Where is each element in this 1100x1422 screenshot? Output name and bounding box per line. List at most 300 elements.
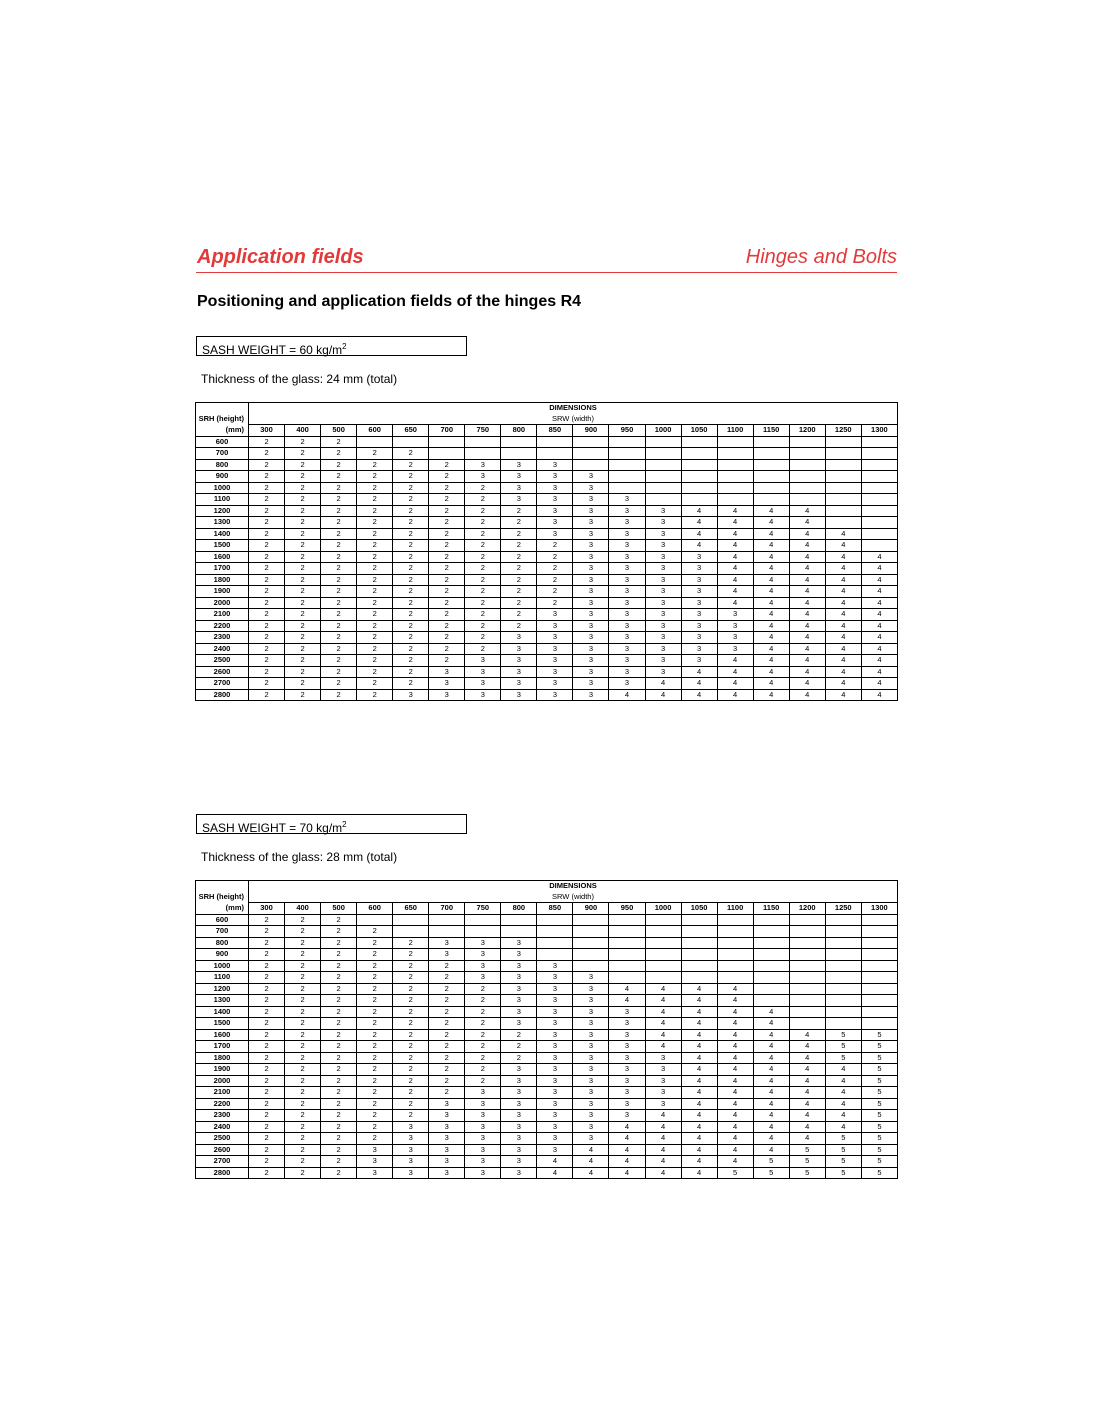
hinge-count-cell: 2 xyxy=(249,632,285,644)
hinge-count-cell xyxy=(681,482,717,494)
width-column-header: 800 xyxy=(501,903,537,915)
height-row-header: 2400 xyxy=(196,643,249,655)
hinge-count-cell: 4 xyxy=(609,1144,645,1156)
hinge-count-cell xyxy=(357,914,393,926)
hinge-count-cell: 3 xyxy=(609,632,645,644)
hinge-count-cell: 2 xyxy=(357,459,393,471)
hinge-count-cell: 4 xyxy=(789,655,825,667)
hinge-count-cell: 3 xyxy=(609,678,645,690)
hinge-count-cell xyxy=(393,436,429,448)
hinge-count-cell xyxy=(825,983,861,995)
height-row-header: 2600 xyxy=(196,1144,249,1156)
hinge-count-cell: 2 xyxy=(249,563,285,575)
hinge-count-cell: 2 xyxy=(249,1098,285,1110)
hinge-count-cell: 4 xyxy=(825,1064,861,1076)
hinge-count-cell: 4 xyxy=(789,689,825,701)
hinge-count-cell: 3 xyxy=(681,574,717,586)
hinge-count-cell: 2 xyxy=(465,563,501,575)
hinge-count-cell xyxy=(753,448,789,460)
hinge-count-cell: 4 xyxy=(717,1029,753,1041)
hinge-count-cell: 3 xyxy=(717,620,753,632)
hinge-count-cell: 2 xyxy=(321,459,357,471)
table-row xyxy=(196,972,898,984)
hinge-count-cell: 2 xyxy=(249,551,285,563)
hinge-count-cell xyxy=(681,972,717,984)
hinge-count-cell: 4 xyxy=(861,597,897,609)
hinge-count-cell xyxy=(645,949,681,961)
hinge-count-cell: 2 xyxy=(465,995,501,1007)
table-row xyxy=(196,1110,898,1122)
hinge-count-cell: 2 xyxy=(285,1041,321,1053)
hinge-count-cell: 4 xyxy=(717,678,753,690)
hinge-count-cell xyxy=(861,471,897,483)
table-row xyxy=(196,1018,898,1030)
hinge-count-cell: 2 xyxy=(357,983,393,995)
width-column-header: 1000 xyxy=(645,903,681,915)
height-row-header: 600 xyxy=(196,914,249,926)
height-row-header: 2800 xyxy=(196,1167,249,1179)
hinge-count-cell: 2 xyxy=(501,609,537,621)
hinge-count-cell: 2 xyxy=(357,1133,393,1145)
hinge-count-cell: 4 xyxy=(753,586,789,598)
hinge-count-cell: 2 xyxy=(249,528,285,540)
hinge-count-cell: 3 xyxy=(573,666,609,678)
hinge-count-cell: 2 xyxy=(465,574,501,586)
hinge-count-cell: 2 xyxy=(357,995,393,1007)
hinge-count-cell xyxy=(573,436,609,448)
hinge-count-cell: 3 xyxy=(609,643,645,655)
hinge-count-cell: 3 xyxy=(645,540,681,552)
hinge-count-cell: 4 xyxy=(789,574,825,586)
sash-weight-exponent: 2 xyxy=(342,342,347,351)
hinge-count-cell: 2 xyxy=(357,1075,393,1087)
hinge-count-cell: 2 xyxy=(393,1029,429,1041)
hinge-count-cell: 2 xyxy=(357,551,393,563)
hinge-count-cell: 2 xyxy=(501,528,537,540)
height-row-header: 900 xyxy=(196,471,249,483)
hinge-count-cell: 4 xyxy=(753,1144,789,1156)
table-row xyxy=(196,586,898,598)
hinge-count-cell: 3 xyxy=(537,471,573,483)
hinge-count-cell: 4 xyxy=(753,632,789,644)
hinge-count-cell: 2 xyxy=(321,678,357,690)
hinge-count-cell: 3 xyxy=(537,643,573,655)
hinge-count-cell: 5 xyxy=(861,1156,897,1168)
hinge-count-cell: 2 xyxy=(501,563,537,575)
hinge-count-cell: 3 xyxy=(429,937,465,949)
hinge-count-cell xyxy=(753,960,789,972)
hinge-count-cell: 2 xyxy=(393,551,429,563)
hinge-count-cell: 4 xyxy=(753,1075,789,1087)
hinge-count-cell: 3 xyxy=(645,574,681,586)
hinge-count-cell xyxy=(753,983,789,995)
hinge-count-cell xyxy=(789,926,825,938)
hinge-count-cell: 2 xyxy=(357,1041,393,1053)
hinge-count-cell: 2 xyxy=(249,540,285,552)
sash-weight-exponent: 2 xyxy=(342,820,347,829)
hinge-count-cell: 3 xyxy=(573,1064,609,1076)
hinge-count-cell: 2 xyxy=(285,482,321,494)
hinge-count-cell: 4 xyxy=(789,586,825,598)
hinge-count-cell: 3 xyxy=(645,1064,681,1076)
table-row xyxy=(196,1144,898,1156)
hinge-count-cell: 2 xyxy=(285,1167,321,1179)
hinge-count-cell: 3 xyxy=(609,1075,645,1087)
hinge-count-cell: 4 xyxy=(825,574,861,586)
hinge-count-cell xyxy=(501,436,537,448)
hinge-count-cell: 5 xyxy=(861,1167,897,1179)
hinge-count-cell: 3 xyxy=(573,1052,609,1064)
hinge-count-cell xyxy=(609,459,645,471)
hinge-count-cell: 2 xyxy=(321,1006,357,1018)
hinge-count-cell: 3 xyxy=(573,1041,609,1053)
hinge-count-cell: 2 xyxy=(285,459,321,471)
hinge-count-cell: 2 xyxy=(393,517,429,529)
hinge-count-cell xyxy=(681,436,717,448)
hinge-count-cell: 3 xyxy=(501,643,537,655)
hinge-count-cell: 2 xyxy=(501,551,537,563)
height-row-header: 1800 xyxy=(196,574,249,586)
hinge-count-cell: 2 xyxy=(465,586,501,598)
hinge-count-cell: 3 xyxy=(465,972,501,984)
height-row-header: 1200 xyxy=(196,505,249,517)
sash-weight-label xyxy=(196,814,467,834)
hinge-count-cell: 3 xyxy=(429,1144,465,1156)
hinge-count-cell: 4 xyxy=(717,574,753,586)
hinge-count-cell: 3 xyxy=(609,540,645,552)
hinge-count-cell: 2 xyxy=(249,949,285,961)
hinge-count-cell xyxy=(825,505,861,517)
width-column-header: 500 xyxy=(321,903,357,915)
hinge-count-cell xyxy=(501,926,537,938)
hinge-count-cell: 4 xyxy=(789,505,825,517)
hinge-count-cell: 2 xyxy=(393,678,429,690)
hinge-count-cell: 3 xyxy=(573,1098,609,1110)
hinge-count-cell: 2 xyxy=(393,1018,429,1030)
table-row xyxy=(196,937,898,949)
hinge-count-cell xyxy=(645,926,681,938)
hinge-count-cell: 2 xyxy=(465,632,501,644)
hinge-count-cell xyxy=(645,448,681,460)
width-column-header: 650 xyxy=(393,425,429,437)
table-row xyxy=(196,551,898,563)
height-row-header: 1500 xyxy=(196,1018,249,1030)
hinge-count-cell: 2 xyxy=(321,1156,357,1168)
hinge-count-cell xyxy=(825,914,861,926)
hinge-count-cell: 2 xyxy=(249,448,285,460)
hinge-count-cell: 5 xyxy=(861,1029,897,1041)
hinge-count-cell: 2 xyxy=(393,1006,429,1018)
hinge-count-cell: 3 xyxy=(645,655,681,667)
hinge-count-cell: 3 xyxy=(609,1018,645,1030)
hinge-count-cell: 3 xyxy=(717,643,753,655)
height-row-header: 2500 xyxy=(196,1133,249,1145)
hinge-count-cell: 4 xyxy=(717,1064,753,1076)
hinge-count-cell: 4 xyxy=(753,528,789,540)
hinge-count-cell: 5 xyxy=(861,1098,897,1110)
hinge-count-cell: 2 xyxy=(357,972,393,984)
width-column-header: 400 xyxy=(285,903,321,915)
table-row xyxy=(196,448,898,460)
dimensions-header: DIMENSIONS xyxy=(249,403,898,414)
hinge-count-cell: 2 xyxy=(321,1121,357,1133)
hinge-count-cell: 3 xyxy=(573,689,609,701)
hinge-count-cell: 3 xyxy=(645,1098,681,1110)
hinge-count-cell: 4 xyxy=(789,1121,825,1133)
hinge-count-cell xyxy=(825,482,861,494)
hinge-count-cell: 4 xyxy=(753,1110,789,1122)
hinge-count-cell: 4 xyxy=(609,1133,645,1145)
hinge-count-cell: 2 xyxy=(249,574,285,586)
hinge-count-cell: 2 xyxy=(321,436,357,448)
hinge-count-cell: 3 xyxy=(537,1121,573,1133)
hinge-count-cell xyxy=(573,960,609,972)
height-row-header: 1700 xyxy=(196,1041,249,1053)
hinge-count-cell: 2 xyxy=(465,597,501,609)
hinge-count-cell xyxy=(465,914,501,926)
hinge-count-cell: 2 xyxy=(285,1006,321,1018)
hinge-count-cell: 2 xyxy=(393,1075,429,1087)
hinge-count-cell: 2 xyxy=(285,937,321,949)
hinge-count-cell: 3 xyxy=(537,505,573,517)
width-column-header: 850 xyxy=(537,903,573,915)
hinge-count-cell: 2 xyxy=(249,1041,285,1053)
hinge-count-cell: 3 xyxy=(609,620,645,632)
hinge-count-cell: 4 xyxy=(681,1110,717,1122)
hinge-count-cell: 2 xyxy=(249,926,285,938)
hinge-count-cell: 2 xyxy=(465,505,501,517)
height-row-header: 1100 xyxy=(196,972,249,984)
hinge-count-cell: 2 xyxy=(429,995,465,1007)
width-column-header: 300 xyxy=(249,425,285,437)
hinge-count-cell: 2 xyxy=(321,1018,357,1030)
table-row xyxy=(196,983,898,995)
table-row xyxy=(196,528,898,540)
hinge-count-cell xyxy=(861,482,897,494)
hinge-count-cell: 2 xyxy=(357,1087,393,1099)
hinge-count-cell: 3 xyxy=(429,1133,465,1145)
hinge-count-cell: 2 xyxy=(393,995,429,1007)
hinge-count-cell: 2 xyxy=(429,620,465,632)
hinge-count-cell: 2 xyxy=(465,1018,501,1030)
hinge-count-cell: 4 xyxy=(717,1144,753,1156)
hinge-count-cell xyxy=(789,1006,825,1018)
hinge-count-cell: 3 xyxy=(501,1156,537,1168)
hinge-count-cell: 3 xyxy=(573,540,609,552)
hinge-count-cell: 2 xyxy=(357,1110,393,1122)
hinge-count-cell: 2 xyxy=(249,1121,285,1133)
hinge-count-cell xyxy=(825,494,861,506)
hinge-count-cell: 5 xyxy=(861,1087,897,1099)
hinge-count-cell: 2 xyxy=(285,471,321,483)
hinge-count-cell: 2 xyxy=(393,1087,429,1099)
hinge-count-cell: 2 xyxy=(321,620,357,632)
height-row-header: 1500 xyxy=(196,540,249,552)
hinge-count-cell: 3 xyxy=(537,528,573,540)
hinge-count-cell: 2 xyxy=(357,678,393,690)
hinge-count-cell: 3 xyxy=(537,678,573,690)
hinge-count-cell: 3 xyxy=(501,1087,537,1099)
hinge-count-cell: 4 xyxy=(825,689,861,701)
hinge-count-cell: 3 xyxy=(537,482,573,494)
hinge-count-cell: 3 xyxy=(465,655,501,667)
hinge-count-cell: 2 xyxy=(357,620,393,632)
hinge-count-cell: 4 xyxy=(645,995,681,1007)
hinge-count-cell xyxy=(681,960,717,972)
glass-thickness: Thickness of the glass: 28 mm (total) xyxy=(201,850,398,864)
hinge-count-cell: 4 xyxy=(573,1144,609,1156)
hinge-count-cell: 4 xyxy=(645,1167,681,1179)
hinge-count-cell: 4 xyxy=(573,1167,609,1179)
hinge-count-cell: 2 xyxy=(321,995,357,1007)
hinge-count-cell: 4 xyxy=(717,689,753,701)
hinge-count-cell: 2 xyxy=(465,983,501,995)
height-row-header: 1000 xyxy=(196,482,249,494)
hinge-count-cell xyxy=(753,937,789,949)
hinge-count-cell: 4 xyxy=(825,1110,861,1122)
hinge-count-cell: 2 xyxy=(465,1075,501,1087)
height-row-header: 1600 xyxy=(196,551,249,563)
hinge-count-cell: 3 xyxy=(465,1144,501,1156)
hinge-count-cell: 3 xyxy=(609,1029,645,1041)
hinge-count-cell: 4 xyxy=(717,1156,753,1168)
hinge-count-cell: 2 xyxy=(285,666,321,678)
hinge-count-cell: 3 xyxy=(537,494,573,506)
hinge-table xyxy=(195,402,898,701)
hinge-count-cell: 4 xyxy=(825,655,861,667)
hinge-count-cell: 3 xyxy=(537,983,573,995)
hinge-count-cell xyxy=(861,540,897,552)
hinge-count-cell: 3 xyxy=(537,995,573,1007)
hinge-count-cell xyxy=(861,459,897,471)
hinge-count-cell: 4 xyxy=(861,632,897,644)
hinge-count-cell: 2 xyxy=(393,505,429,517)
width-column-header: 1150 xyxy=(753,903,789,915)
hinge-count-cell: 4 xyxy=(645,1029,681,1041)
hinge-count-cell: 2 xyxy=(321,482,357,494)
hinge-count-cell: 3 xyxy=(393,1121,429,1133)
hinge-count-cell: 4 xyxy=(681,1018,717,1030)
width-column-header: 1200 xyxy=(789,903,825,915)
hinge-count-cell: 5 xyxy=(861,1110,897,1122)
hinge-count-cell xyxy=(501,448,537,460)
hinge-count-cell: 4 xyxy=(609,1121,645,1133)
hinge-count-cell: 2 xyxy=(393,482,429,494)
hinge-count-cell: 4 xyxy=(753,1029,789,1041)
hinge-count-cell: 3 xyxy=(645,551,681,563)
hinge-count-cell: 3 xyxy=(501,1133,537,1145)
hinge-count-cell: 2 xyxy=(465,620,501,632)
hinge-count-cell: 4 xyxy=(861,689,897,701)
hinge-count-cell: 4 xyxy=(681,1098,717,1110)
hinge-count-cell: 3 xyxy=(645,586,681,598)
hinge-count-cell xyxy=(825,972,861,984)
sash-weight-text: SASH WEIGHT = 60 kg/m xyxy=(202,343,343,357)
hinge-count-cell xyxy=(609,448,645,460)
hinge-count-cell: 3 xyxy=(573,551,609,563)
hinge-count-cell: 5 xyxy=(825,1167,861,1179)
hinge-count-cell: 3 xyxy=(393,1156,429,1168)
hinge-count-cell xyxy=(717,937,753,949)
hinge-count-cell xyxy=(789,1018,825,1030)
hinge-count-cell: 2 xyxy=(249,505,285,517)
hinge-count-cell: 3 xyxy=(501,1144,537,1156)
hinge-count-cell xyxy=(825,960,861,972)
table-row xyxy=(196,666,898,678)
hinge-count-cell xyxy=(573,448,609,460)
hinge-count-cell: 4 xyxy=(717,597,753,609)
hinge-count-cell: 3 xyxy=(717,609,753,621)
hinge-count-cell: 3 xyxy=(573,1121,609,1133)
hinge-count-cell: 4 xyxy=(753,597,789,609)
hinge-count-cell xyxy=(609,482,645,494)
hinge-count-cell: 3 xyxy=(609,528,645,540)
hinge-count-cell: 3 xyxy=(537,960,573,972)
hinge-count-cell xyxy=(609,914,645,926)
hinge-count-cell: 4 xyxy=(645,983,681,995)
hinge-count-cell: 3 xyxy=(573,1018,609,1030)
hinge-count-cell xyxy=(789,949,825,961)
hinge-count-cell: 2 xyxy=(465,643,501,655)
hinge-count-cell: 2 xyxy=(501,1029,537,1041)
table-row xyxy=(196,459,898,471)
hinge-count-cell xyxy=(645,937,681,949)
hinge-count-cell: 3 xyxy=(573,471,609,483)
width-column-header: 1000 xyxy=(645,425,681,437)
hinge-count-cell: 3 xyxy=(573,1133,609,1145)
hinge-count-cell: 2 xyxy=(249,983,285,995)
hinge-count-cell: 2 xyxy=(321,1075,357,1087)
hinge-count-cell: 5 xyxy=(825,1133,861,1145)
hinge-count-cell: 4 xyxy=(717,528,753,540)
table-row xyxy=(196,540,898,552)
hinge-count-cell xyxy=(429,436,465,448)
height-row-header: 1900 xyxy=(196,586,249,598)
hinge-count-cell: 3 xyxy=(501,459,537,471)
hinge-count-cell: 2 xyxy=(357,937,393,949)
width-column-header: 600 xyxy=(357,903,393,915)
hinge-count-cell: 4 xyxy=(645,1156,681,1168)
hinge-count-cell: 4 xyxy=(717,1110,753,1122)
hinge-count-cell xyxy=(789,983,825,995)
hinge-count-cell xyxy=(861,949,897,961)
hinge-count-cell xyxy=(537,436,573,448)
width-column-header: 650 xyxy=(393,903,429,915)
hinge-count-cell: 5 xyxy=(825,1156,861,1168)
hinge-count-cell: 4 xyxy=(789,620,825,632)
table-row xyxy=(196,643,898,655)
table-row xyxy=(196,1167,898,1179)
hinge-count-cell xyxy=(573,949,609,961)
hinge-count-cell: 4 xyxy=(789,563,825,575)
hinge-count-cell: 2 xyxy=(393,494,429,506)
hinge-count-cell: 3 xyxy=(429,1156,465,1168)
hinge-count-cell xyxy=(861,937,897,949)
hinge-count-cell: 4 xyxy=(825,1098,861,1110)
hinge-count-cell: 4 xyxy=(681,1167,717,1179)
hinge-count-cell: 3 xyxy=(429,1121,465,1133)
hinge-count-cell: 4 xyxy=(753,574,789,586)
height-row-header: 1600 xyxy=(196,1029,249,1041)
hinge-count-cell xyxy=(861,505,897,517)
hinge-count-cell: 4 xyxy=(645,1006,681,1018)
hinge-count-cell: 2 xyxy=(321,983,357,995)
hinge-count-cell: 2 xyxy=(465,609,501,621)
width-column-header: 500 xyxy=(321,425,357,437)
hinge-count-cell: 3 xyxy=(573,505,609,517)
hinge-count-cell: 4 xyxy=(681,505,717,517)
hinge-count-cell: 2 xyxy=(393,983,429,995)
